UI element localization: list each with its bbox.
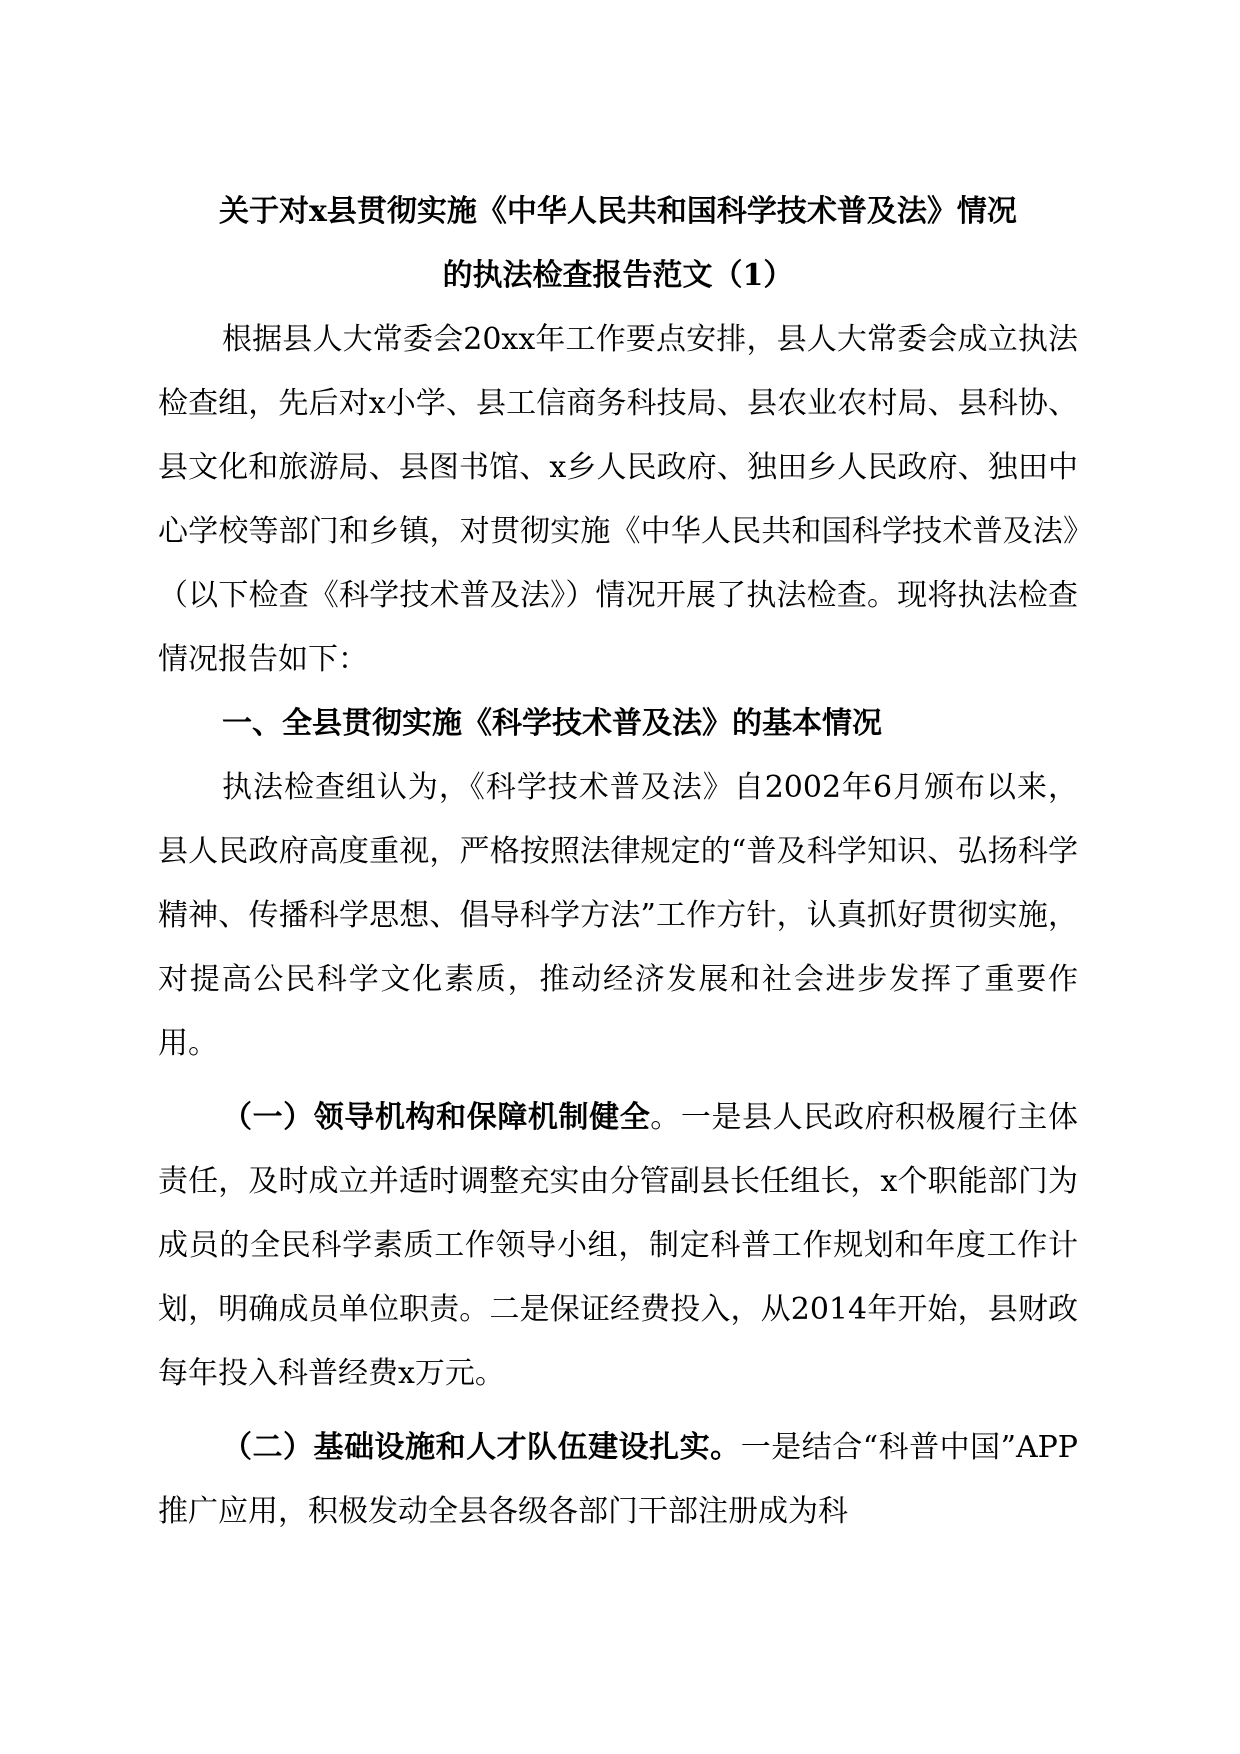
document-title-line-2: 的执法检查报告范文（1） (442, 258, 794, 293)
document-body (158, 180, 1078, 1544)
intro-paragraph: 根据县人大常委会20xx年工作要点安排，县人大常委会成立执法检查组，先后对x小学、县工信商务科技局、县农业农村局、县科协、县文化和旅游局、县图书馆、x乡人民政府、独田乡人民政府、独田中心学校等部门和乡镇，对贯彻实施《中华人民共和国科学技术普及法》（以下检查《科学技术普及法》）情况开展了执法检查。现将执法检查情况报告如下： (158, 322, 1078, 677)
subsection-1-paragraph (158, 1086, 1078, 1406)
document-title-line-1: 关于对x县贯彻实施《中华人民共和国科学技术普及法》情况 (219, 194, 1017, 229)
subsection-2-paragraph (158, 1416, 1078, 1544)
subsection-1-body: 。一是县人民政府积极履行主体责任，及时成立并适时调整充实由分管副县长任组长，x个职能部门为成员的全民科学素质工作领导小组，制定科普工作规划和年度工作计划，明确成员单位职责。二是保证经费投入，从2014年开始，县财政每年投入科普经费x万元。 (158, 1100, 1079, 1391)
section-1-paragraph: 执法检查组认为，《科学技术普及法》自2002年6月颁布以来，县人民政府高度重视，严格按照法律规定的“普及科学知识、弘扬科学精神、传播科学思想、倡导科学方法”工作方针，认真抓好贯彻实施，对提高公民科学文化素质，推动经济发展和社会进步发挥了重要作用。 (158, 770, 1078, 1061)
subsection-2-lead: （二）基础设施和人才队伍建设扎实。 (222, 1430, 741, 1465)
section-1-heading: 一、全县贯彻实施《科学技术普及法》的基本情况 (222, 706, 882, 741)
subsection-1-lead: （一）领导机构和保障机制健全 (222, 1100, 651, 1135)
subsection-2-body: 一是结合“科普中国”APP推广应用，积极发动全县各级各部门干部注册成为科 (158, 1430, 1078, 1529)
